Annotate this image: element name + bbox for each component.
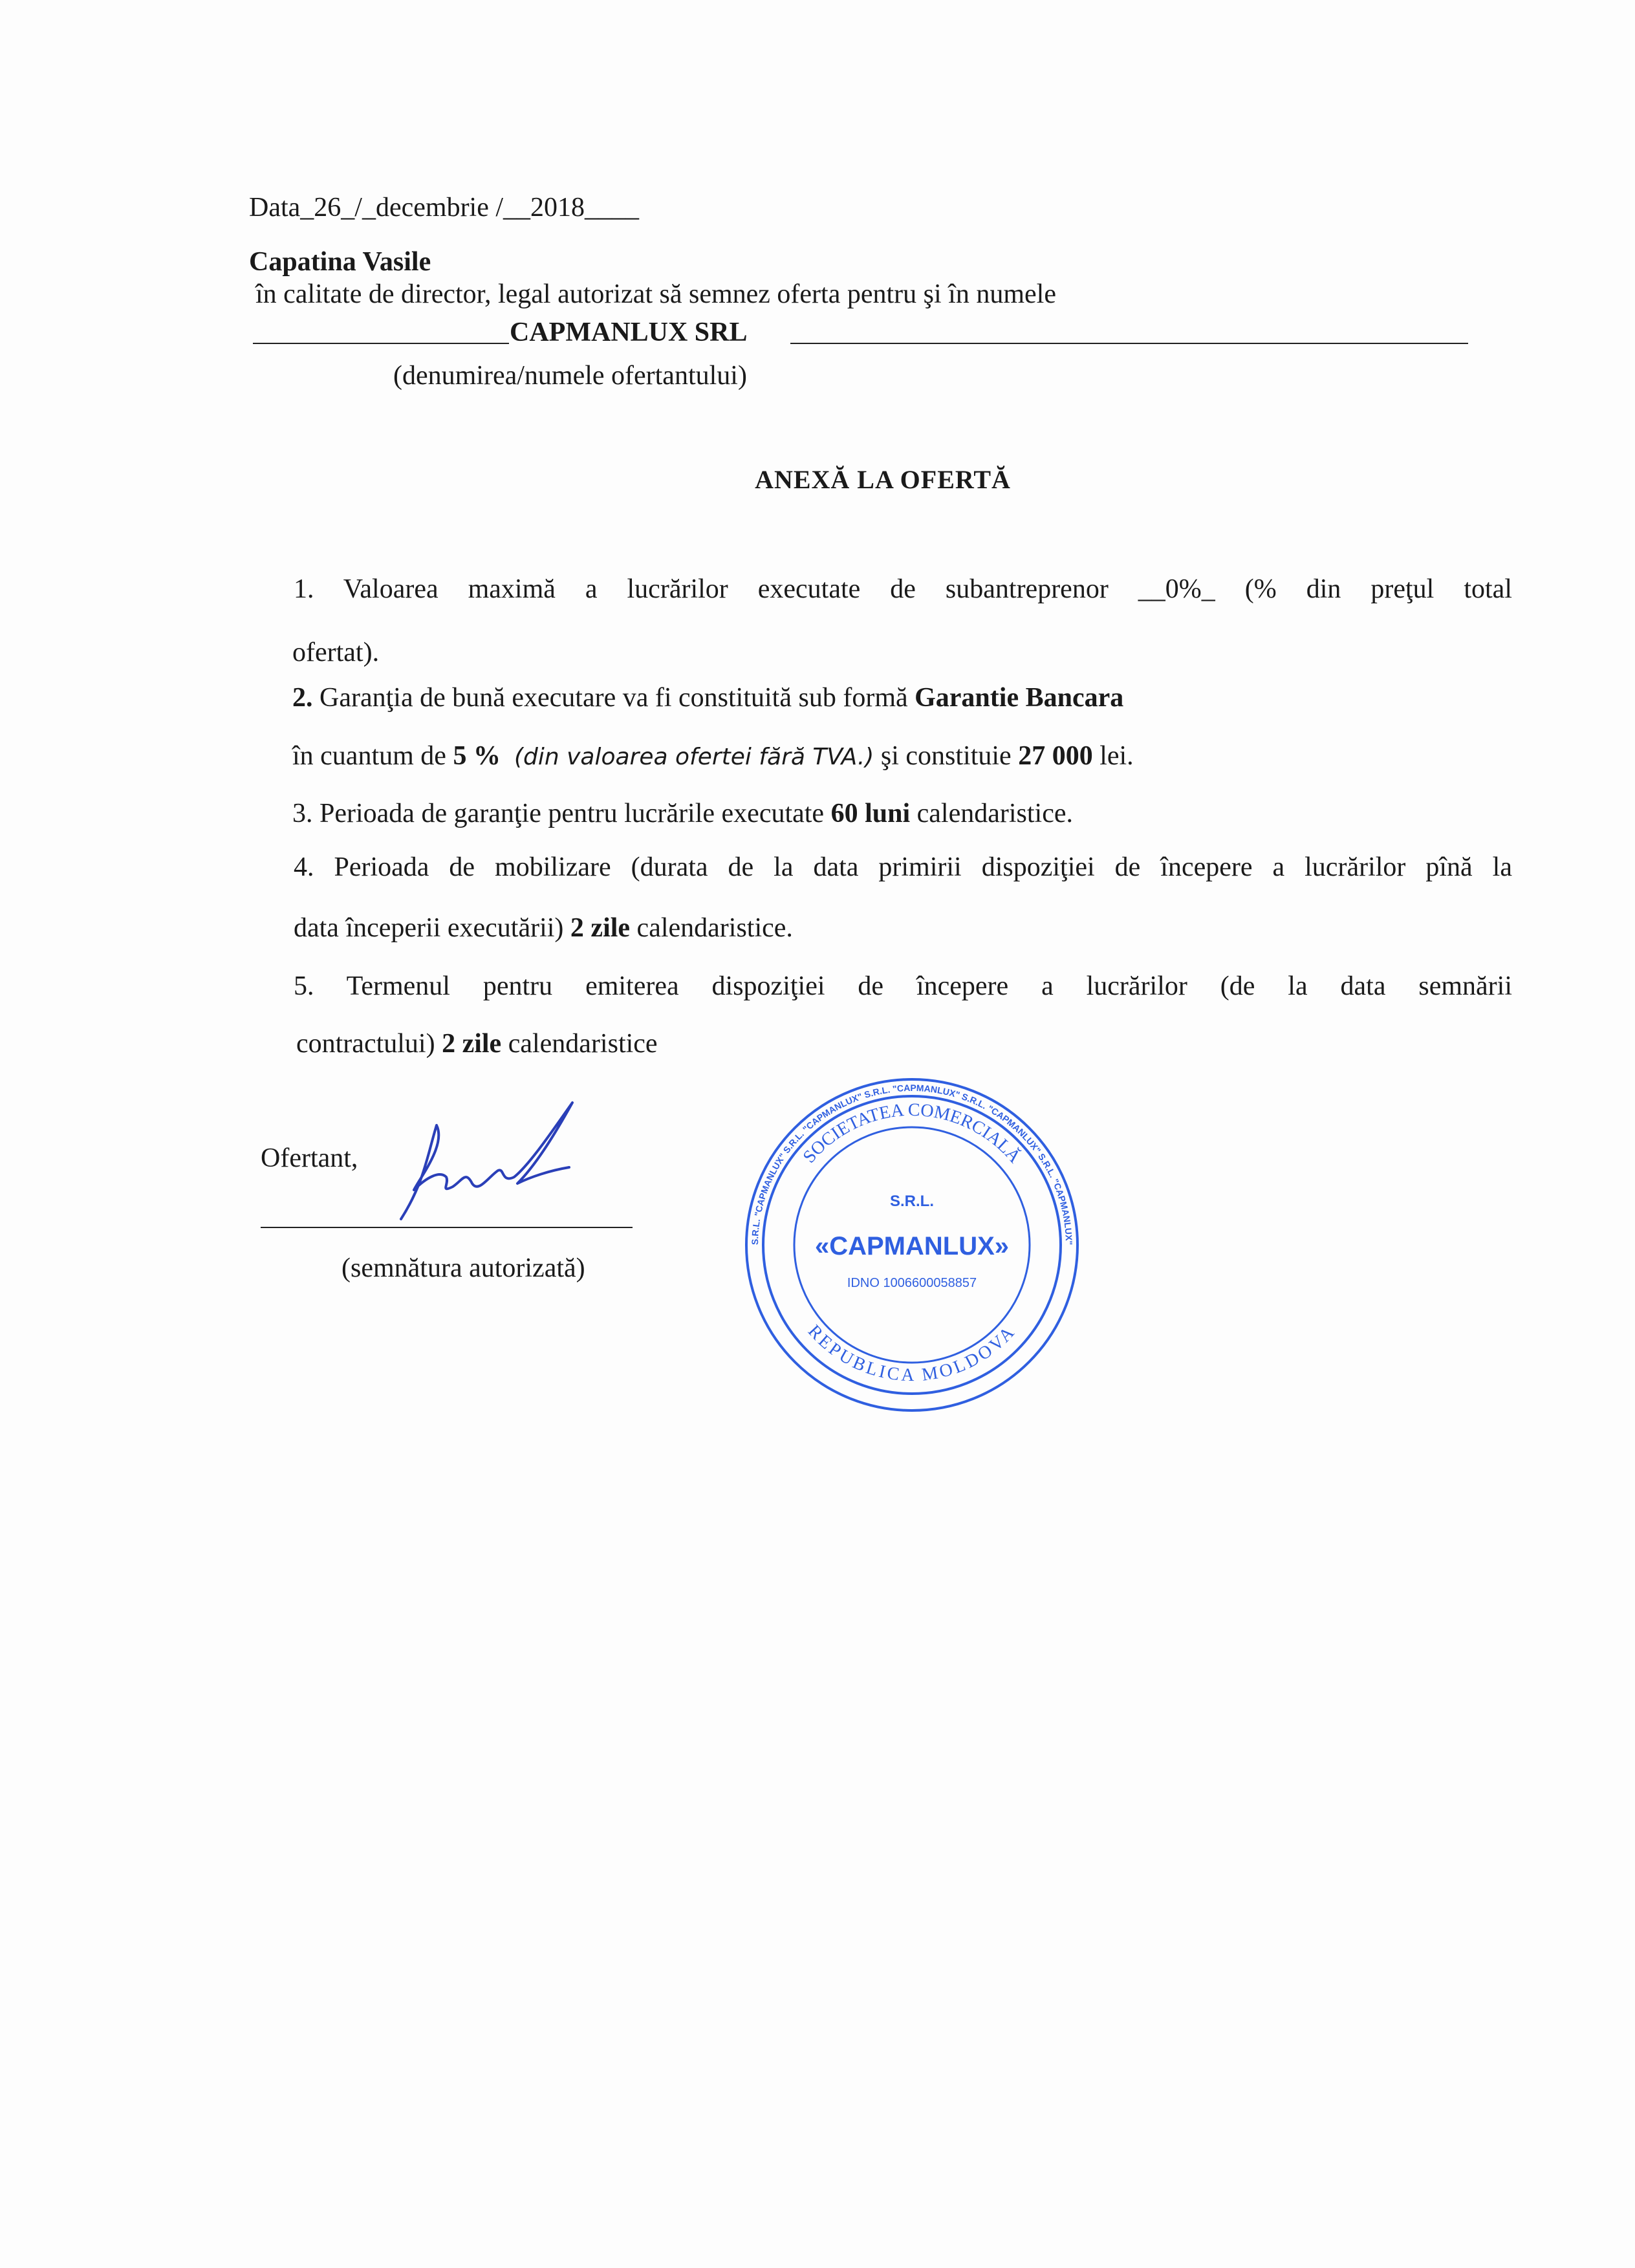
item-2-line-2 xyxy=(292,742,1134,770)
document-title: ANEXĂ LA OFERTĂ xyxy=(755,465,1011,494)
item-4-line-2 xyxy=(294,914,793,942)
item-4-line-1: 4. Perioada de mobilizare (durata de la data primirii dispoziţiei de începere a lucrărilor pînă la xyxy=(294,852,1512,882)
warranty-period: 60 luni xyxy=(830,799,911,828)
item-5-line-2 xyxy=(296,1030,658,1057)
mobilization-period: 2 zile xyxy=(570,913,631,943)
date-day: 26 xyxy=(314,193,341,222)
date-sep: _/_ xyxy=(341,193,376,222)
date-suffix: ____ xyxy=(585,193,640,222)
stamp-bottom-arc: REPUBLICA MOLDOVA xyxy=(804,1321,1020,1386)
item-text: 3. Perioada de garanţie pentru lucrările executate xyxy=(292,799,831,828)
offerer-label: Ofertant, xyxy=(261,1143,358,1173)
company-stamp xyxy=(744,1077,1080,1413)
stamp-idno: IDNO 1006600058857 xyxy=(847,1276,977,1290)
item-text: lei. xyxy=(1092,741,1134,771)
stamp-outer-ring: S.R.L. "CAPMANLUX" S.R.L. "CAPMANLUX" S.R.L. "CAPMANLUX" S.R.L. "CAPMANLUX" S.R.L. "CAPMANLUX" xyxy=(749,1082,1075,1246)
date-prefix: Data_ xyxy=(249,193,314,222)
signature-line xyxy=(261,1227,633,1228)
svg-text:REPUBLICA MOLDOVA xyxy=(804,1321,1020,1385)
date-sep: /__ xyxy=(488,193,531,222)
guarantee-amount: 27 000 xyxy=(1018,741,1093,771)
item-text: calendaristice xyxy=(501,1029,658,1059)
company-name: CAPMANLUX SRL xyxy=(510,318,748,347)
item-text: şi constituie xyxy=(874,741,1019,771)
company-caption: (denumirea/numele ofertantului) xyxy=(393,361,747,391)
date-month: decembrie xyxy=(375,193,489,222)
item-1-line-2: ofertat). xyxy=(292,638,380,667)
item-number: 2. xyxy=(292,683,313,713)
guarantee-note: (din valoarea ofertei fără TVA.) xyxy=(514,744,874,770)
item-text: contractului) xyxy=(296,1029,442,1059)
item-3 xyxy=(292,800,1073,827)
company-underline-right xyxy=(790,343,1468,344)
guarantee-percent: 5 % xyxy=(453,741,501,771)
signer-role: în calitate de director, legal autorizat să semnez oferta pentru şi în numele xyxy=(255,279,1056,309)
date-line xyxy=(249,194,639,221)
company-underline-left xyxy=(253,343,509,344)
item-text: în cuantum de xyxy=(292,741,453,771)
handwritten-signature xyxy=(375,1099,595,1222)
signature-caption: (semnătura autorizată) xyxy=(341,1253,585,1283)
item-2-line-1 xyxy=(292,684,1123,711)
item-text: Garanţia de bună executare va fi constituită sub formă xyxy=(312,683,915,713)
item-text: data începerii executării) xyxy=(294,913,570,943)
stamp-company-name: «CAPMANLUX» xyxy=(814,1232,1010,1260)
date-year: 2018 xyxy=(530,193,585,222)
item-text: calendaristice. xyxy=(910,799,1073,828)
start-order-term: 2 zile xyxy=(442,1029,502,1059)
item-text: calendaristice. xyxy=(630,913,793,943)
guarantee-form: Garantie Bancara xyxy=(915,683,1124,713)
signer-name: Capatina Vasile xyxy=(249,247,431,277)
stamp-top-arc: SOCIETATEA COMERCIALĂ xyxy=(799,1099,1025,1167)
item-1-line-1: 1. Valoarea maximă a lucrărilor executate de subantreprenor __0%_ (% din preţul total xyxy=(294,574,1512,604)
item-5-line-1: 5. Termenul pentru emiterea dispoziţiei de începere a lucrărilor (de la data semnării xyxy=(294,971,1512,1001)
stamp-form: S.R.L. xyxy=(889,1193,935,1210)
